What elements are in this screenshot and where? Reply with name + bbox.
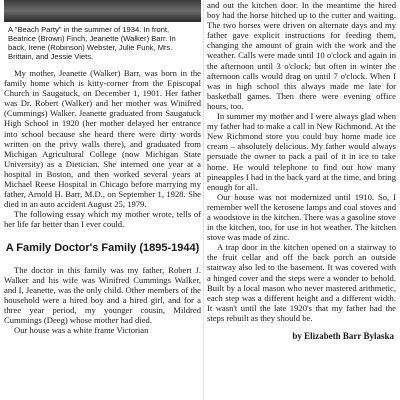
author-byline: by Elizabeth Barr Bylaska bbox=[292, 331, 394, 341]
photo-caption: A "Beach Party" in the summer of 1934. In front, Beatrice (Brown) Finch, Jeanette (Walker) Barr. In back, Irene (Robinson) Webster, Julie Funk, Mrs. Brittain, and Jessie Viets. bbox=[8, 25, 176, 61]
body-paragraph-2: In summer my mother and I were always glad when my father had to make a call in New Richmond. At the New Richmond store you could buy home made ice cream – absolutely delicious. My father would always persuade the owner to pack a pail of it in ice to take home. He would telephone to find out how many pineapples I had in the back yard at the time, and bring enough for all. bbox=[207, 111, 396, 192]
body-paragraph-4: A trap door in the kitchen opened on a stairway to the fruit cellar and off the back porch an outside stairway also led to the basement. It was covered with a hinged cover and the steps were a wonder to behold. Built by a local mason who never mastered arithmetic, each step was a different height and a different width. It wasn't until the late 1920's that my father had the steps rebuilt as they should be. bbox=[207, 242, 396, 323]
body-paragraph-3: Our house was not modernized until 1910. So, I remember well the kerosene lamps and coal stoves and a woodstove in the kitchen. There was a gasoline stove in the kitchen, too, for use in hot weather. The kitchen stove was made of zinc. bbox=[207, 191, 396, 243]
intro-paragraph-2: The following essay which my mother wrote, tells of her life far better than I ever could. bbox=[4, 209, 201, 230]
intro-paragraph-1: My mother, Jeanette (Walker) Barr, was born in the family home which is kitty-corner from the Episcopal Church in Saugatuck, on December 1, 1901. Her father was Dr. Robert (Walker) and her mother was Winifred (Cummings) Walker. Jeanette graduated from Saugatuck High School in 1920 (her mother delayed her entrance into school because she heard there were dirty words written on the privy walls there), and graduated from Michigan Agricultural College (now Michigan State University) as a Dietician. She interned one year at a hospital in Boston, and then worked several years at Michael Reese Hospital in Chicago before marrying my father, Arnold H. Barr, M.D., on September 1, 1928. She died in an auto accident August 25, 1979. bbox=[4, 68, 201, 210]
section-paragraph-1: The doctor in this family was my father, Robert J. Walker and his wife was Winifred Cummings Walker, and I, Jeanette, was the only child. Other members of the household were a hired boy and a hired girl, and for a three year period, my younger cousin, Mildred Cummings (Deeg) whose mother had died. bbox=[4, 264, 201, 325]
section-title: A Family Doctor's Family (1895-1944) bbox=[5, 241, 200, 254]
beach-party-photo bbox=[4, 0, 201, 22]
section-paragraph-2: Our house was a white frame Victorian bbox=[14, 325, 149, 336]
column-divider bbox=[203, 0, 204, 400]
body-paragraph-1: and out the kitchen door. In the meantime the hired boy had the horse hitched up to the cutter and waiting. The two horses were driven on alternate days and my father gave explicit instructions for feeding them, changing the amount of grain with the work and the weather. Calls were made until 10 o'clock and again in the afternoon until 3 o'clock; but often in winter the afternoon calls would drag on until 7 o'clock. When I was in high school this always made me late for basketball games. Then there were evening office hours, too. bbox=[207, 0, 396, 111]
right-column bbox=[207, 0, 396, 341]
left-column bbox=[4, 0, 201, 335]
